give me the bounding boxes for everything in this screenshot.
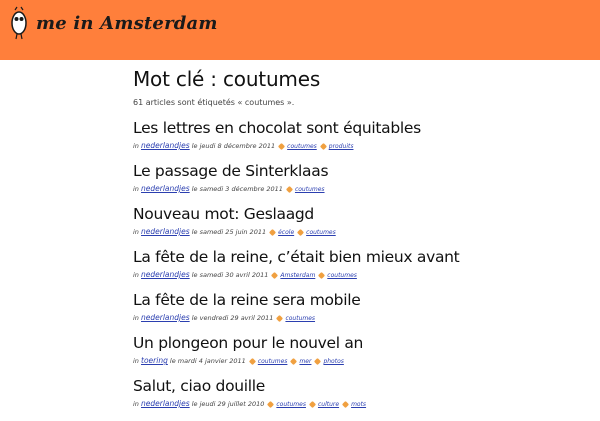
tag-icon — [309, 400, 316, 407]
tag-link[interactable]: Amsterdam — [280, 272, 316, 279]
site-header — [0, 0, 600, 60]
tag-icon — [318, 271, 325, 278]
article-title-link[interactable]: Le passage de Sinterklaas — [133, 162, 329, 180]
article-date: le vendredi 29 avril 2011 — [191, 314, 274, 322]
category-link[interactable]: nederlandjes — [141, 227, 190, 236]
tag-link[interactable]: coutumes — [327, 272, 357, 279]
article-item — [133, 376, 573, 410]
article-date: le jeudi 29 juillet 2010 — [191, 400, 265, 408]
article-date: le samedi 30 avril 2011 — [191, 271, 269, 279]
tag-icon — [249, 357, 256, 364]
tag-icon — [320, 142, 327, 149]
article-title-link[interactable]: La fête de la reine sera mobile — [133, 291, 361, 309]
tag-icon — [278, 142, 285, 149]
article-meta — [133, 312, 573, 324]
article-title-link[interactable]: Un plongeon pour le nouvel an — [133, 334, 364, 352]
page-subtitle: 61 articles sont étiquetés « coutumes ». — [133, 98, 295, 107]
meta-in-label: in — [133, 271, 139, 279]
tag-icon — [269, 228, 276, 235]
article-meta — [133, 355, 573, 367]
tag-link[interactable]: coutumes — [306, 229, 336, 236]
tag-link[interactable]: coutumes — [276, 401, 306, 408]
tag-icon — [276, 314, 283, 321]
article-title-link[interactable]: La fête de la reine, c’était bien mieux avant — [133, 248, 460, 266]
meta-in-label: in — [133, 357, 139, 365]
article-item — [133, 247, 573, 281]
tag-link[interactable]: produits — [328, 143, 354, 150]
category-link[interactable]: nederlandjes — [141, 141, 190, 150]
article-title-link[interactable]: Les lettres en chocolat sont équitables — [133, 119, 421, 137]
article-title-link[interactable]: Salut, ciao douille — [133, 377, 266, 395]
tag-link[interactable]: culture — [317, 401, 340, 408]
category-link[interactable]: nederlandjes — [141, 313, 190, 322]
article-meta — [133, 398, 573, 410]
tag-link[interactable]: mer — [299, 358, 312, 365]
tag-link[interactable]: mots — [351, 401, 367, 408]
article-item — [133, 290, 573, 324]
article-date: le mardi 4 janvier 2011 — [169, 357, 246, 365]
article-meta — [133, 140, 573, 152]
category-link[interactable]: toering — [141, 356, 168, 365]
tag-icon — [290, 357, 297, 364]
tag-icon — [314, 357, 321, 364]
tag-icon — [267, 400, 274, 407]
tag-link[interactable]: coutumes — [257, 358, 288, 365]
article-title-link[interactable]: Nouveau mot: Geslaagd — [133, 205, 314, 223]
tag-icon — [297, 228, 304, 235]
article-item — [133, 204, 573, 238]
tag-link[interactable]: coutumes — [285, 315, 316, 322]
tag-icon — [342, 400, 349, 407]
tag-link[interactable]: coutumes — [287, 143, 317, 150]
tag-link[interactable]: photos — [323, 358, 344, 365]
category-link[interactable]: nederlandjes — [141, 184, 190, 193]
meta-in-label: in — [133, 185, 139, 193]
category-link[interactable]: nederlandjes — [141, 270, 190, 279]
article-date: le samedi 3 décembre 2011 — [191, 185, 283, 193]
meta-in-label: in — [133, 400, 139, 408]
article-date: le samedi 25 juin 2011 — [191, 228, 267, 236]
tag-icon — [286, 185, 293, 192]
article-item — [133, 118, 573, 152]
meta-in-label: in — [133, 142, 139, 150]
page-title: Mot clé : coutumes — [133, 67, 321, 91]
article-meta — [133, 269, 573, 281]
article-meta — [133, 226, 573, 238]
tag-link[interactable]: école — [278, 229, 295, 236]
article-list — [133, 118, 573, 410]
article-date: le jeudi 8 décembre 2011 — [191, 142, 276, 150]
article-item — [133, 161, 573, 195]
tag-link[interactable]: coutumes — [294, 186, 325, 193]
site-logo-link[interactable] — [8, 6, 218, 40]
tag-icon — [271, 271, 278, 278]
site-title: me in Amsterdam — [36, 12, 218, 34]
character-logo-icon — [8, 6, 30, 40]
meta-in-label: in — [133, 314, 139, 322]
article-meta — [133, 183, 573, 195]
category-link[interactable]: nederlandjes — [141, 399, 190, 408]
article-item — [133, 333, 573, 367]
main-content — [133, 60, 573, 410]
meta-in-label: in — [133, 228, 139, 236]
